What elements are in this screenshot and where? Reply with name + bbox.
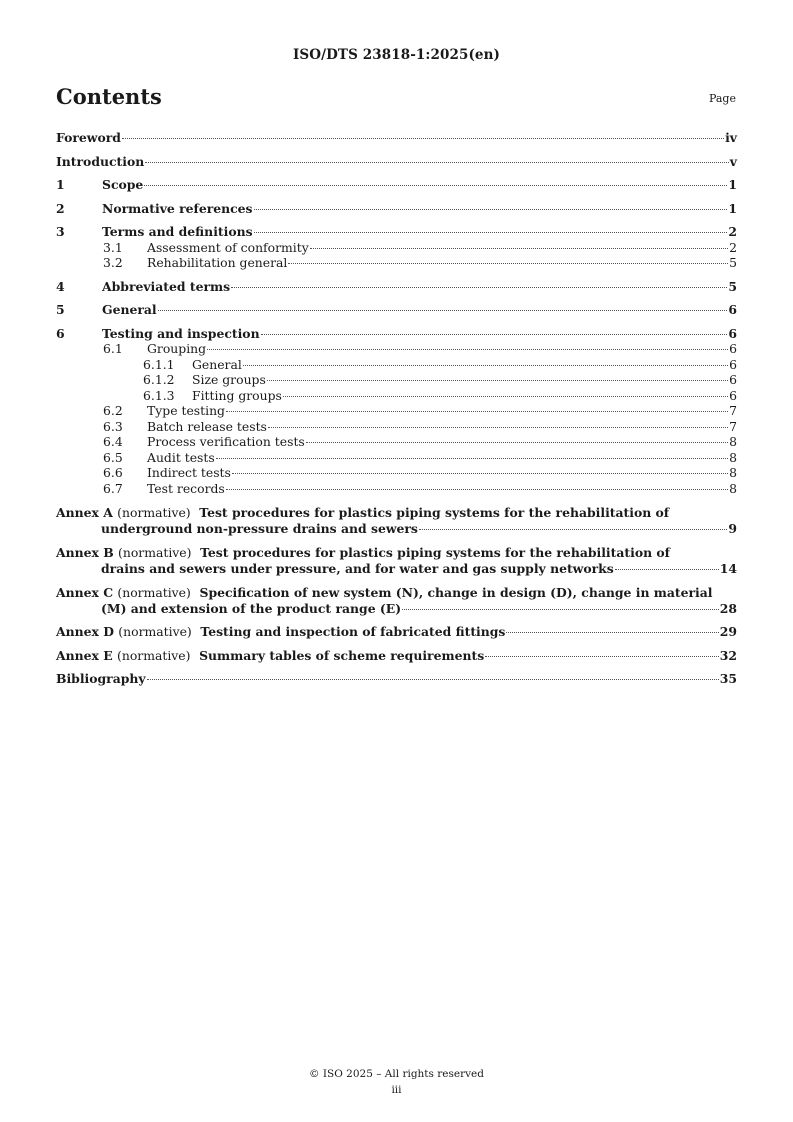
toc-label: Audit tests [147,449,215,465]
toc-entry-test-records[interactable] [56,481,737,497]
toc-entry-process-verification-tests[interactable] [56,434,737,450]
toc-label: Normative references [102,200,253,216]
dot-leader [288,263,728,264]
toc-number: 3.2 [103,255,123,270]
dot-leader [232,473,728,474]
toc-page: 8 [729,480,737,496]
toc-entry-foreword[interactable] [56,130,737,146]
toc-page: 8 [729,449,737,465]
dot-leader [615,569,719,570]
toc-page: 7 [729,403,737,418]
toc-entry-audit-tests[interactable] [56,450,737,466]
page-number: iii [391,1084,402,1096]
toc-number: 5 [56,302,65,317]
dot-leader [122,138,724,139]
dot-leader [506,632,718,633]
toc-entry-rehabilitation-general[interactable] [56,255,737,271]
toc-entry-batch-release-tests[interactable] [56,419,737,435]
dot-leader [158,310,728,311]
toc-label: Rehabilitation general [147,255,288,270]
toc-number: 4 [56,278,65,294]
toc-entry-abbreviated-terms[interactable] [56,279,737,295]
toc-page: 32 [719,647,737,663]
toc-entry-annex-c[interactable] [56,585,737,616]
toc-label: Batch release tests [147,418,267,434]
toc-page: 9 [728,520,737,536]
toc-entry-introduction[interactable] [56,154,737,170]
toc-number: 6.2 [103,403,123,418]
toc-number: 6.7 [103,480,123,496]
annex-prefix: Annex E [56,647,113,663]
toc-label: Bibliography [56,671,146,686]
toc-page: 6 [728,325,737,341]
toc-page: iv [725,130,737,145]
toc-label: Testing and inspection [102,325,260,341]
toc-page: 14 [719,560,737,576]
toc-label: Assessment of conformity [147,239,309,255]
toc-label: Scope [102,177,144,192]
page-column-label: Page [708,92,736,105]
toc-entry-type-testing[interactable] [56,403,737,419]
toc-page: 28 [719,600,737,616]
toc-page: 35 [719,671,737,686]
dot-leader [268,427,728,428]
toc-entry-terms-and-definitions[interactable] [56,224,737,240]
dot-leader [402,609,719,610]
toc-entry-bibliography[interactable] [56,671,737,687]
page-footer [0,1066,793,1098]
dot-leader [419,529,727,530]
annex-title: Summary tables of scheme requirements [199,647,485,663]
toc-page: 1 [728,177,737,192]
dot-leader [254,209,728,210]
toc-label: Abbreviated terms [102,278,231,294]
toc-page: 8 [729,434,737,449]
toc-page: 7 [729,418,737,434]
toc-label: Grouping [147,341,207,356]
annex-kind: (normative) [117,585,191,600]
toc-label: Indirect tests [147,465,231,480]
toc-label: Fitting groups [192,387,282,403]
dot-leader [306,442,728,443]
toc-label: Size groups [192,372,266,387]
annex-title-continued: underground non-pressure drains and sewers [101,520,418,536]
toc-page: 2 [729,239,737,255]
annex-title: Test procedures for plastics piping systems for the rehabilitation of [200,545,670,560]
toc-page: 6 [728,302,737,317]
dot-leader [254,232,728,233]
toc-entry-grouping[interactable] [56,341,737,357]
toc-entry-normative-references[interactable] [56,201,737,217]
toc-entry-annex-d[interactable] [56,624,737,640]
dot-leader [267,380,728,381]
toc-page: 1 [728,200,737,216]
toc-number: 6.4 [103,434,123,449]
toc-number: 6 [56,325,65,341]
toc-label: Process verification tests [147,434,305,449]
dot-leader [310,248,728,249]
toc-number: 2 [56,200,65,216]
toc-number: 3 [56,224,65,239]
annex-prefix: Annex B [56,545,114,560]
toc-entry-annex-a[interactable] [56,505,737,536]
dot-leader [216,458,728,459]
toc-number: 6.1.3 [143,387,175,403]
toc-label: General [192,356,242,372]
toc-number: 6.1 [103,341,123,356]
toc-page: v [729,153,737,169]
dot-leader [207,349,728,350]
toc-label: Type testing [147,403,225,418]
annex-prefix: Annex C [56,585,114,600]
toc-label [56,624,505,640]
toc-label: Introduction [56,153,145,169]
toc-page: 6 [729,356,737,372]
toc-number: 6.1.1 [143,356,175,372]
toc-number: 3.1 [103,239,123,255]
toc-page: 5 [728,278,737,294]
dot-leader [226,411,728,412]
toc-number: 6.1.2 [143,372,175,387]
dot-leader [147,679,719,680]
dot-leader [231,287,727,288]
annex-prefix: Annex D [56,624,114,639]
copyright-notice: © ISO 2025 – All rights reserved [309,1068,484,1080]
table-of-contents [56,130,737,687]
dot-leader [261,334,728,335]
annex-prefix: Annex A [56,505,113,520]
toc-entry-general[interactable] [56,302,737,318]
toc-label: Terms and definitions [102,224,253,239]
annex-kind: (normative) [117,647,191,663]
toc-label: General [102,302,157,317]
toc-page: 6 [729,387,737,403]
page-title: Contents [56,84,162,109]
toc-entry-size-groups[interactable] [56,372,737,388]
toc-number: 6.5 [103,449,123,465]
dot-leader [283,396,728,397]
annex-title-continued: (M) and extension of the product range (E) [101,600,402,616]
document-header: ISO/DTS 23818-1:2025(en) [292,47,501,63]
toc-page: 8 [729,465,737,480]
dot-leader [144,185,727,186]
annex-kind: (normative) [118,624,192,639]
toc-entry-testing-and-inspection[interactable] [56,326,737,342]
toc-entry-indirect-tests[interactable] [56,465,737,481]
toc-number: 6.6 [103,465,123,480]
toc-page: 6 [729,341,737,356]
toc-label: Test records [147,480,225,496]
toc-entry-annex-b[interactable] [56,545,737,576]
toc-page: 6 [729,372,737,387]
annex-title-continued: drains and sewers under pressure, and for water and gas supply networks [101,560,614,576]
toc-page: 5 [729,255,737,270]
annex-title: Test procedures for plastics piping systems for the rehabilitation of [199,505,670,520]
toc-entry-assessment-of-conformity[interactable] [56,240,737,256]
toc-label: Foreword [56,130,121,145]
toc-number: 1 [56,177,65,192]
toc-entry-annex-e[interactable] [56,648,737,664]
dot-leader [226,489,728,490]
dot-leader [485,656,719,657]
toc-number: 6.3 [103,418,123,434]
toc-entry-grouping-general[interactable] [56,357,737,373]
annex-kind: (normative) [117,505,191,520]
toc-page: 2 [728,224,737,239]
toc-entry-fitting-groups[interactable] [56,388,737,404]
toc-label [56,648,484,664]
annex-title: Testing and inspection of fabricated fittings [200,624,506,639]
annex-title: Specification of new system (N), change in design (D), change in material [199,585,713,600]
annex-kind: (normative) [118,545,192,560]
dot-leader [145,162,729,163]
toc-page: 29 [719,624,737,639]
dot-leader [243,365,728,366]
toc-entry-scope[interactable] [56,177,737,193]
